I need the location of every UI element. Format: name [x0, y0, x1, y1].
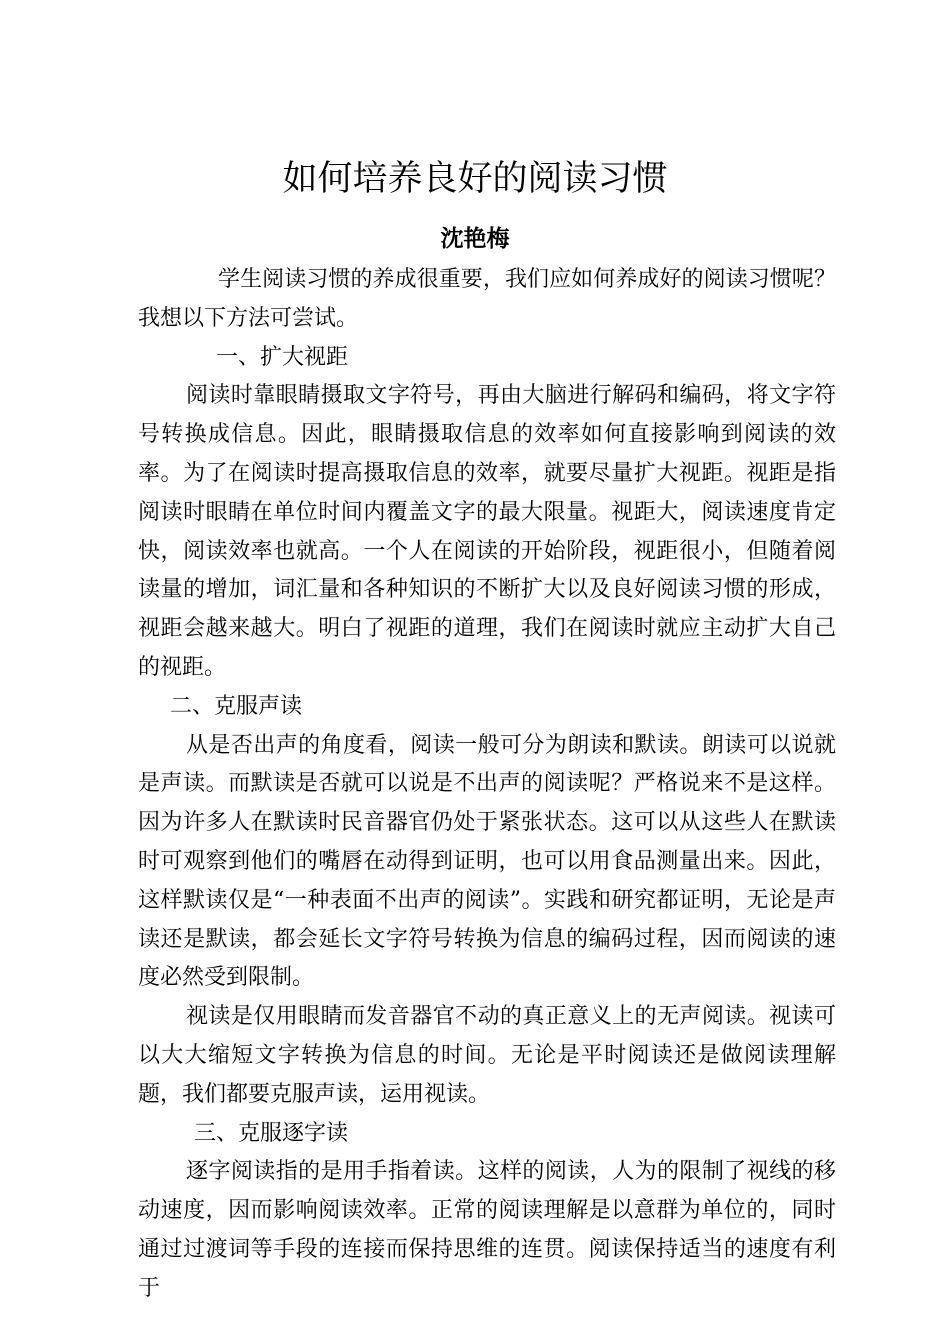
document-title: 如何培养良好的阅读习惯 [282, 159, 668, 199]
body-paragraph: 从是否出声的角度看，阅读一般可分为朗读和默读。朗读可以说就是声读。而默读是否就可以说是不出声的阅读呢？严格说来不是这样。因为许多人在默读时民音器官仍处于紧张状态。这可以从这些人在默读时可观察到他们的嘴唇在动得到证明，也可以用食品测量出来。因此，这样默读仅是“一种表面不出声的阅读”。实践和研究都证明，无论是声读还是默读，都会延长文字符号转换为信息的编码过程，因而阅读的速度必然受到限制。 [138, 732, 836, 991]
section-heading-1: 一、扩大视距 [216, 344, 349, 370]
body-paragraph: 逐字阅读指的是用手指着读。这样的阅读，人为的限制了视线的移动速度，因而影响阅读效率。正常的阅读理解是以意群为单位的，同时通过过渡词等手段的连接而保持思维的连贯。阅读保持适当的速度有利于 [138, 1159, 836, 1301]
document-body [138, 261, 836, 1309]
section-heading-3: 三、克服逐字读 [194, 1120, 349, 1146]
author-name: 沈艳梅 [440, 226, 510, 252]
body-paragraph: 阅读时靠眼睛摄取文字符号，再由大脑进行解码和编码，将文字符号转换成信息。因此，眼睛摄取信息的效率如何直接影响到阅读的效率。为了在阅读时提高摄取信息的效率，就要尽量扩大视距。视距是指阅读时眼睛在单位时间内覆盖文字的最大限量。视距大，阅读速度肯定快，阅读效率也就高。一个人在阅读的开始阶段，视距很小，但随着阅读量的增加，词汇量和各种知识的不断扩大以及良好阅读习惯的形成，视距会越来越大。明白了视距的道理，我们在阅读时就应主动扩大自己的视距。 [138, 383, 836, 680]
body-paragraph: 视读是仅用眼睛而发音器官不动的真正意义上的无声阅读。视读可以大大缩短文字转换为信息的时间。无论是平时阅读还是做阅读理解题，我们都要克服声读，运用视读。 [138, 1004, 836, 1107]
intro-paragraph: 学生阅读习惯的养成很重要，我们应如何养成好的阅读习惯呢？我想以下方法可尝试。 [138, 267, 836, 331]
section-heading-2: 二、克服声读 [170, 693, 303, 719]
